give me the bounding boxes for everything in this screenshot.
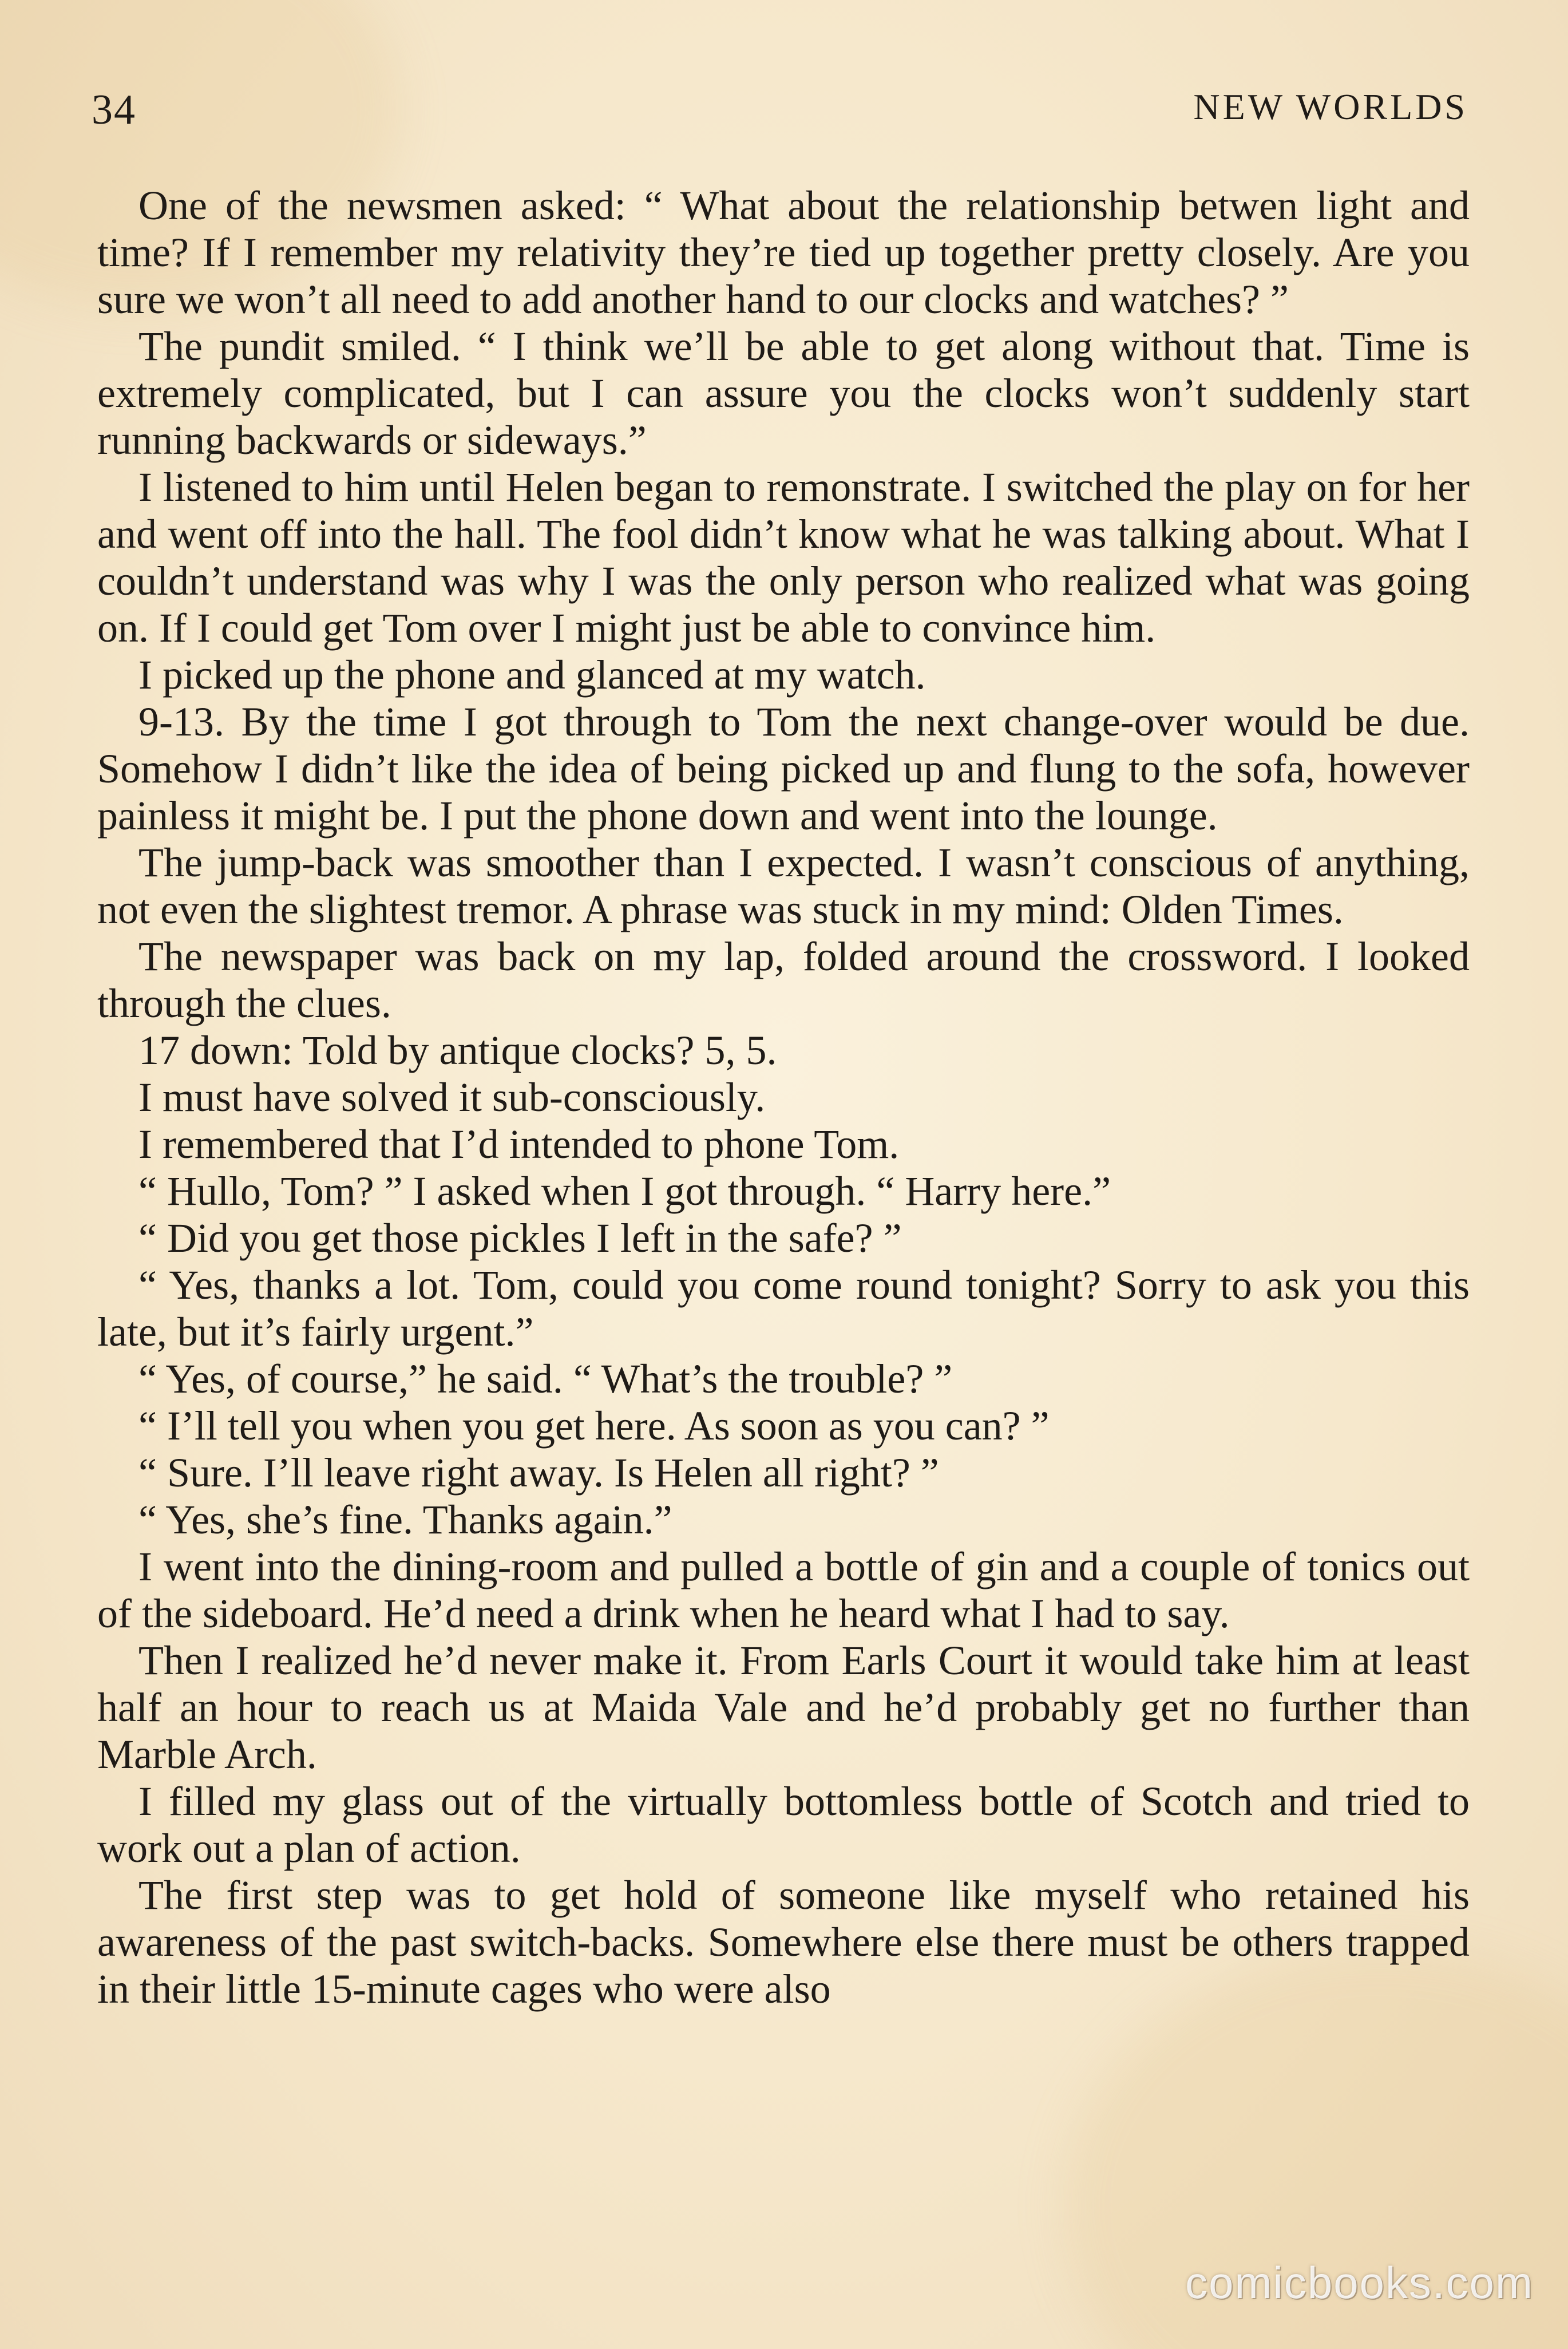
paragraph: Then I realized he’d never make it. From Earls Court it would take him at least half an hour to reach us at Maida Vale and he’d probably get no further than Marble Arch. <box>97 1638 1470 1777</box>
paragraph: The pundit smiled. “ I think we’ll be able to get along without that. Time is extremely complicated, but I can assure you the clocks won’t suddenly start running backwards or sideways.” <box>97 323 1470 463</box>
paragraph: The newspaper was back on my lap, folded around the crossword. I looked through the clues. <box>97 934 1470 1026</box>
paragraph: “ Yes, of course,” he said. “ What’s the trouble? ” <box>138 1356 953 1402</box>
paragraph: “ I’ll tell you when you get here. As soon as you can? ” <box>138 1403 1050 1449</box>
paragraph: One of the newsmen asked: “ What about the relationship betwen light and time? If I remember my relativity they’re tied up together pretty closely. Are you sure we won’t all need to add another hand to our clocks and watches? ” <box>97 183 1470 322</box>
body-text <box>97 182 1470 2012</box>
paragraph: “ Sure. I’ll leave right away. Is Helen all right? ” <box>138 1450 939 1496</box>
paragraph: The first step was to get hold of someone like myself who retained his awareness of the past switch-backs. Somewhere else there must be others trapped in their little 15-minute cages who were also <box>97 1872 1470 2012</box>
paragraph: 17 down: Told by antique clocks? 5, 5. <box>138 1027 777 1073</box>
paragraph: The jump-back was smoother than I expected. I wasn’t conscious of anything, not even the slightest tremor. A phrase was stuck in my mind: Olden Times. <box>97 840 1470 932</box>
paragraph: I went into the dining-room and pulled a bottle of gin and a couple of tonics out of the sideboard. He’d need a drink when he heard what I had to say. <box>97 1544 1470 1636</box>
paragraph: I picked up the phone and glanced at my watch. <box>138 652 926 698</box>
paragraph: “ Yes, thanks a lot. Tom, could you come round tonight? Sorry to ask you this late, but it’s fairly urgent.” <box>97 1262 1470 1355</box>
paragraph: “ Yes, she’s fine. Thanks again.” <box>138 1497 672 1543</box>
paragraph: “ Did you get those pickles I left in the safe? ” <box>138 1215 902 1261</box>
paragraph: I must have solved it sub-consciously. <box>138 1074 766 1120</box>
paragraph: I remembered that I’d intended to phone Tom. <box>138 1121 900 1167</box>
paragraph: I listened to him until Helen began to remonstrate. I switched the play on for her and went off into the hall. The fool didn’t know what he was talking about. What I couldn’t understand was why I was the only person who realized what was going on. If I could get Tom over I might just be able to convince him. <box>97 464 1470 651</box>
running-head: NEW WORLDS <box>1193 86 1468 127</box>
site-watermark: comicbooks.com <box>1185 2257 1534 2308</box>
paragraph: “ Hullo, Tom? ” I asked when I got through. “ Harry here.” <box>138 1168 1111 1214</box>
page-number: 34 <box>92 86 136 133</box>
page-header <box>92 86 1468 143</box>
paragraph: I filled my glass out of the virtually bottomless bottle of Scotch and tried to work out a plan of action. <box>97 1778 1470 1871</box>
paragraph: 9-13. By the time I got through to Tom the next change-over would be due. Somehow I didn’t like the idea of being picked up and flung to the sofa, however painless it might be. I put the phone down and went into the lounge. <box>97 699 1470 839</box>
